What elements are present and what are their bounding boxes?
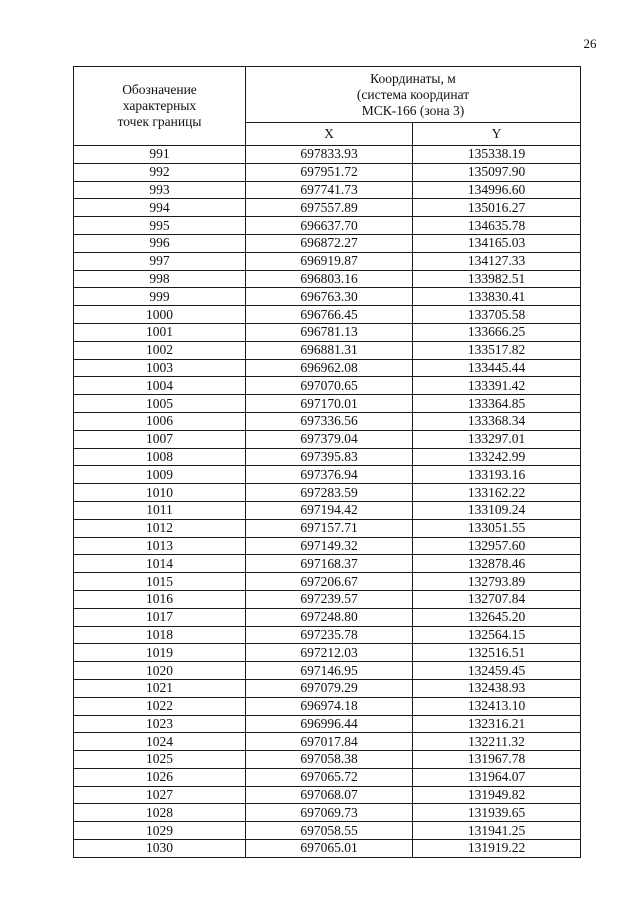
x-coordinate-cell: 697283.59	[246, 484, 413, 502]
table-row	[74, 804, 581, 822]
y-coordinate-cell: 133705.58	[413, 306, 581, 324]
table-row	[74, 252, 581, 270]
point-id-cell: 1004	[74, 377, 246, 395]
y-coordinate-cell: 132438.93	[413, 679, 581, 697]
table-header-row	[74, 67, 581, 123]
table-row	[74, 270, 581, 288]
y-coordinate-cell: 132211.32	[413, 733, 581, 751]
y-coordinate-cell: 132316.21	[413, 715, 581, 733]
x-coordinate-cell: 696781.13	[246, 323, 413, 341]
y-coordinate-cell: 135016.27	[413, 199, 581, 217]
point-id-cell: 1030	[74, 840, 246, 858]
coordinates-table	[73, 66, 581, 858]
y-coordinate-cell: 132564.15	[413, 626, 581, 644]
point-id-cell: 997	[74, 252, 246, 270]
point-id-cell: 1029	[74, 822, 246, 840]
table-row	[74, 840, 581, 858]
x-coordinate-cell: 696974.18	[246, 697, 413, 715]
x-column-header: X	[246, 123, 413, 146]
x-coordinate-cell: 697065.72	[246, 768, 413, 786]
table-row	[74, 573, 581, 591]
y-coordinate-cell: 133391.42	[413, 377, 581, 395]
x-coordinate-cell: 697170.01	[246, 395, 413, 413]
table-row	[74, 217, 581, 235]
y-coordinate-cell: 133368.34	[413, 412, 581, 430]
y-coordinate-cell: 132459.45	[413, 662, 581, 680]
table-row	[74, 768, 581, 786]
point-id-cell: 1014	[74, 555, 246, 573]
table-row	[74, 501, 581, 519]
point-id-cell: 1001	[74, 323, 246, 341]
point-id-cell: 992	[74, 163, 246, 181]
table-row	[74, 484, 581, 502]
x-coordinate-cell: 697149.32	[246, 537, 413, 555]
point-id-cell: 1013	[74, 537, 246, 555]
point-id-cell: 1027	[74, 786, 246, 804]
point-id-cell: 1024	[74, 733, 246, 751]
x-coordinate-cell: 697017.84	[246, 733, 413, 751]
y-coordinate-cell: 134635.78	[413, 217, 581, 235]
y-coordinate-cell: 132878.46	[413, 555, 581, 573]
x-coordinate-cell: 697741.73	[246, 181, 413, 199]
y-coordinate-cell: 131949.82	[413, 786, 581, 804]
table-row	[74, 697, 581, 715]
y-coordinate-cell: 131967.78	[413, 751, 581, 769]
point-id-cell: 1020	[74, 662, 246, 680]
table-row	[74, 377, 581, 395]
point-id-cell: 1023	[74, 715, 246, 733]
y-coordinate-cell: 134165.03	[413, 234, 581, 252]
table-row	[74, 430, 581, 448]
table-row	[74, 146, 581, 164]
table-row	[74, 626, 581, 644]
x-coordinate-cell: 697146.95	[246, 662, 413, 680]
point-id-cell: 1000	[74, 306, 246, 324]
coordinates-header-line: (система координат	[356, 86, 470, 102]
x-coordinate-cell: 696872.27	[246, 234, 413, 252]
y-coordinate-cell: 133364.85	[413, 395, 581, 413]
x-coordinate-cell: 697235.78	[246, 626, 413, 644]
x-coordinate-cell: 697079.29	[246, 679, 413, 697]
point-id-cell: 1026	[74, 768, 246, 786]
point-id-cell: 993	[74, 181, 246, 199]
table-row	[74, 163, 581, 181]
point-header-line: Обозначение	[122, 82, 197, 97]
x-coordinate-cell: 696763.30	[246, 288, 413, 306]
y-coordinate-cell: 133666.25	[413, 323, 581, 341]
point-id-cell: 998	[74, 270, 246, 288]
point-id-cell: 1016	[74, 590, 246, 608]
y-coordinate-cell: 133982.51	[413, 270, 581, 288]
table-row	[74, 822, 581, 840]
y-coordinate-cell: 133051.55	[413, 519, 581, 537]
y-coordinate-cell: 133517.82	[413, 341, 581, 359]
table-row	[74, 537, 581, 555]
point-header-line: точек границы	[117, 114, 202, 129]
y-coordinate-cell: 132516.51	[413, 644, 581, 662]
y-coordinate-cell: 135097.90	[413, 163, 581, 181]
x-coordinate-cell: 697239.57	[246, 590, 413, 608]
coordinates-header-line: МСК-166 (зона 3)	[361, 102, 465, 118]
point-id-cell: 1007	[74, 430, 246, 448]
point-id-cell: 1005	[74, 395, 246, 413]
table-row	[74, 715, 581, 733]
y-coordinate-cell: 133830.41	[413, 288, 581, 306]
x-coordinate-cell: 697070.65	[246, 377, 413, 395]
point-id-cell: 994	[74, 199, 246, 217]
x-coordinate-cell: 697833.93	[246, 146, 413, 164]
table-row	[74, 679, 581, 697]
point-designation-header	[74, 67, 246, 146]
point-id-cell: 1015	[74, 573, 246, 591]
point-id-cell: 1021	[74, 679, 246, 697]
y-coordinate-cell: 131919.22	[413, 840, 581, 858]
point-id-cell: 991	[74, 146, 246, 164]
point-id-cell: 1008	[74, 448, 246, 466]
x-coordinate-cell: 696962.08	[246, 359, 413, 377]
x-coordinate-cell: 697194.42	[246, 501, 413, 519]
x-coordinate-cell: 697557.89	[246, 199, 413, 217]
table-row	[74, 288, 581, 306]
table-row	[74, 662, 581, 680]
point-id-cell: 1017	[74, 608, 246, 626]
x-coordinate-cell: 697212.03	[246, 644, 413, 662]
point-id-cell: 1011	[74, 501, 246, 519]
coordinates-table-body	[74, 146, 581, 858]
x-coordinate-cell: 697069.73	[246, 804, 413, 822]
table-row	[74, 519, 581, 537]
table-row	[74, 786, 581, 804]
table-row	[74, 306, 581, 324]
point-id-cell: 996	[74, 234, 246, 252]
x-coordinate-cell: 697206.67	[246, 573, 413, 591]
point-id-cell: 1019	[74, 644, 246, 662]
x-coordinate-cell: 696919.87	[246, 252, 413, 270]
x-coordinate-cell: 696803.16	[246, 270, 413, 288]
table-row	[74, 234, 581, 252]
y-coordinate-cell: 133445.44	[413, 359, 581, 377]
x-coordinate-cell: 696881.31	[246, 341, 413, 359]
x-coordinate-cell: 697395.83	[246, 448, 413, 466]
point-id-cell: 1002	[74, 341, 246, 359]
y-coordinate-cell: 133242.99	[413, 448, 581, 466]
y-coordinate-cell: 133193.16	[413, 466, 581, 484]
x-coordinate-cell: 696996.44	[246, 715, 413, 733]
x-coordinate-cell: 696766.45	[246, 306, 413, 324]
point-id-cell: 999	[74, 288, 246, 306]
y-coordinate-cell: 131964.07	[413, 768, 581, 786]
y-coordinate-cell: 132793.89	[413, 573, 581, 591]
y-coordinate-cell: 133297.01	[413, 430, 581, 448]
table-row	[74, 608, 581, 626]
x-coordinate-cell: 697065.01	[246, 840, 413, 858]
table-row	[74, 412, 581, 430]
table-row	[74, 359, 581, 377]
point-header-line: характерных	[122, 98, 197, 113]
point-id-cell: 1009	[74, 466, 246, 484]
coordinates-header	[246, 67, 581, 123]
y-coordinate-cell: 132645.20	[413, 608, 581, 626]
table-row	[74, 555, 581, 573]
point-id-cell: 1012	[74, 519, 246, 537]
x-coordinate-cell: 697376.94	[246, 466, 413, 484]
y-coordinate-cell: 132957.60	[413, 537, 581, 555]
x-coordinate-cell: 697951.72	[246, 163, 413, 181]
x-coordinate-cell: 697058.55	[246, 822, 413, 840]
point-id-cell: 1003	[74, 359, 246, 377]
x-coordinate-cell: 696637.70	[246, 217, 413, 235]
table-row	[74, 395, 581, 413]
point-id-cell: 1018	[74, 626, 246, 644]
table-row	[74, 751, 581, 769]
x-coordinate-cell: 697068.07	[246, 786, 413, 804]
table-row	[74, 323, 581, 341]
point-id-cell: 1022	[74, 697, 246, 715]
y-coordinate-cell: 131939.65	[413, 804, 581, 822]
table-row	[74, 644, 581, 662]
y-coordinate-cell: 135338.19	[413, 146, 581, 164]
y-coordinate-cell: 132707.84	[413, 590, 581, 608]
point-id-cell: 1010	[74, 484, 246, 502]
table-row	[74, 590, 581, 608]
table-row	[74, 733, 581, 751]
point-id-cell: 995	[74, 217, 246, 235]
point-id-cell: 1025	[74, 751, 246, 769]
table-row	[74, 199, 581, 217]
y-coordinate-cell: 134996.60	[413, 181, 581, 199]
y-coordinate-cell: 133109.24	[413, 501, 581, 519]
y-column-header: Y	[413, 123, 581, 146]
point-id-cell: 1028	[74, 804, 246, 822]
x-coordinate-cell: 697168.37	[246, 555, 413, 573]
coordinates-header-line: Координаты, м	[370, 70, 456, 86]
x-coordinate-cell: 697058.38	[246, 751, 413, 769]
table-row	[74, 448, 581, 466]
page-number: 26	[583, 36, 597, 51]
x-coordinate-cell: 697336.56	[246, 412, 413, 430]
x-coordinate-cell: 697248.80	[246, 608, 413, 626]
table-row	[74, 181, 581, 199]
table-row	[74, 341, 581, 359]
point-id-cell: 1006	[74, 412, 246, 430]
y-coordinate-cell: 133162.22	[413, 484, 581, 502]
y-coordinate-cell: 132413.10	[413, 697, 581, 715]
y-coordinate-cell: 131941.25	[413, 822, 581, 840]
table-row	[74, 466, 581, 484]
y-coordinate-cell: 134127.33	[413, 252, 581, 270]
x-coordinate-cell: 697379.04	[246, 430, 413, 448]
x-coordinate-cell: 697157.71	[246, 519, 413, 537]
